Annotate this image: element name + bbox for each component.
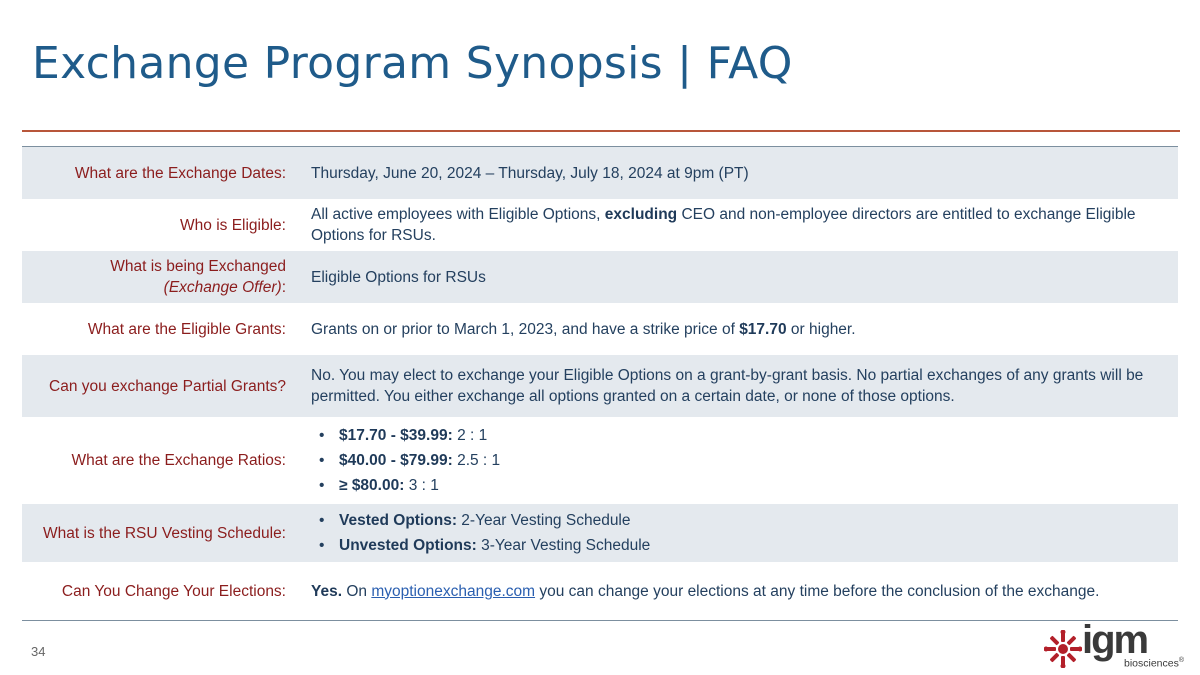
question-label: What are the Exchange Ratios: [71, 452, 286, 469]
question-label: What are the Exchange Dates: [74, 164, 286, 182]
answer-text: All active employees with Eligible Options, excluding CEO and non-employee directors are entitled to exchange Eligible Options for RSUs. [311, 206, 1136, 244]
answer-text: No. You may elect to exchange your Eligible Options on a grant-by-grant basis. No partial exchanges of any grants will be permitted. You either exchange all options granted on a certain date, or none of those options. [311, 367, 1144, 405]
answer-text: Grants on or prior to March 1, 2023, and have a strike price of $17.70 or higher. [311, 320, 856, 338]
table-row [22, 562, 1178, 620]
answer-emphasis: excluding [604, 206, 678, 223]
question-label: What are the Eligible Grants: [87, 320, 286, 338]
title-divider [22, 130, 1180, 132]
table-row [22, 199, 1178, 251]
logo-wordmark: igm [1082, 618, 1148, 662]
table-row [22, 417, 1178, 504]
question-label: What is being Exchanged (Exchange Offer): [110, 258, 286, 296]
answer-text: Yes. On myoptionexchange.com you can change your elections at any time before the conclusion of the exchange. [311, 582, 1100, 600]
table-row [22, 355, 1178, 417]
question-label: Can You Change Your Elections: [61, 582, 286, 600]
company-logo [1044, 618, 1194, 672]
answer-text: Eligible Options for RSUs [311, 268, 486, 286]
table-row [22, 303, 1178, 355]
table-row [22, 504, 1178, 562]
list-item: • Unvested Options: 3-Year Vesting Schedule [311, 533, 1164, 558]
page-number: 34 [31, 644, 46, 659]
answer-emphasis: Yes. [311, 582, 343, 600]
question-label: Who is Eligible: [180, 216, 286, 234]
answer-emphasis: $17.70 [739, 320, 787, 338]
answer-text: Thursday, June 20, 2024 – Thursday, July 18, 2024 at 9pm (PT) [311, 164, 749, 182]
faq-table [22, 146, 1178, 621]
list-item: • ≥ $80.00: 3 : 1 [311, 473, 1164, 498]
list-item: • Vested Options: 2-Year Vesting Schedule [311, 508, 1164, 533]
question-label: Can you exchange Partial Grants? [49, 377, 286, 395]
page-title: Exchange Program Synopsis | FAQ [32, 38, 793, 89]
answer-list [286, 423, 1178, 498]
list-item: • $40.00 - $79.99: 2.5 : 1 [311, 448, 1164, 473]
table-row [22, 147, 1178, 199]
answer-list [286, 508, 1178, 558]
question-label: What is the RSU Vesting Schedule: [43, 524, 286, 542]
list-item: • $17.70 - $39.99: 2 : 1 [311, 423, 1164, 448]
antibody-logo-icon [1044, 630, 1082, 668]
myoptionexchange-link[interactable]: myoptionexchange.com [371, 582, 536, 600]
logo-subtitle: biosciences® [1124, 657, 1185, 670]
table-row [22, 251, 1178, 303]
